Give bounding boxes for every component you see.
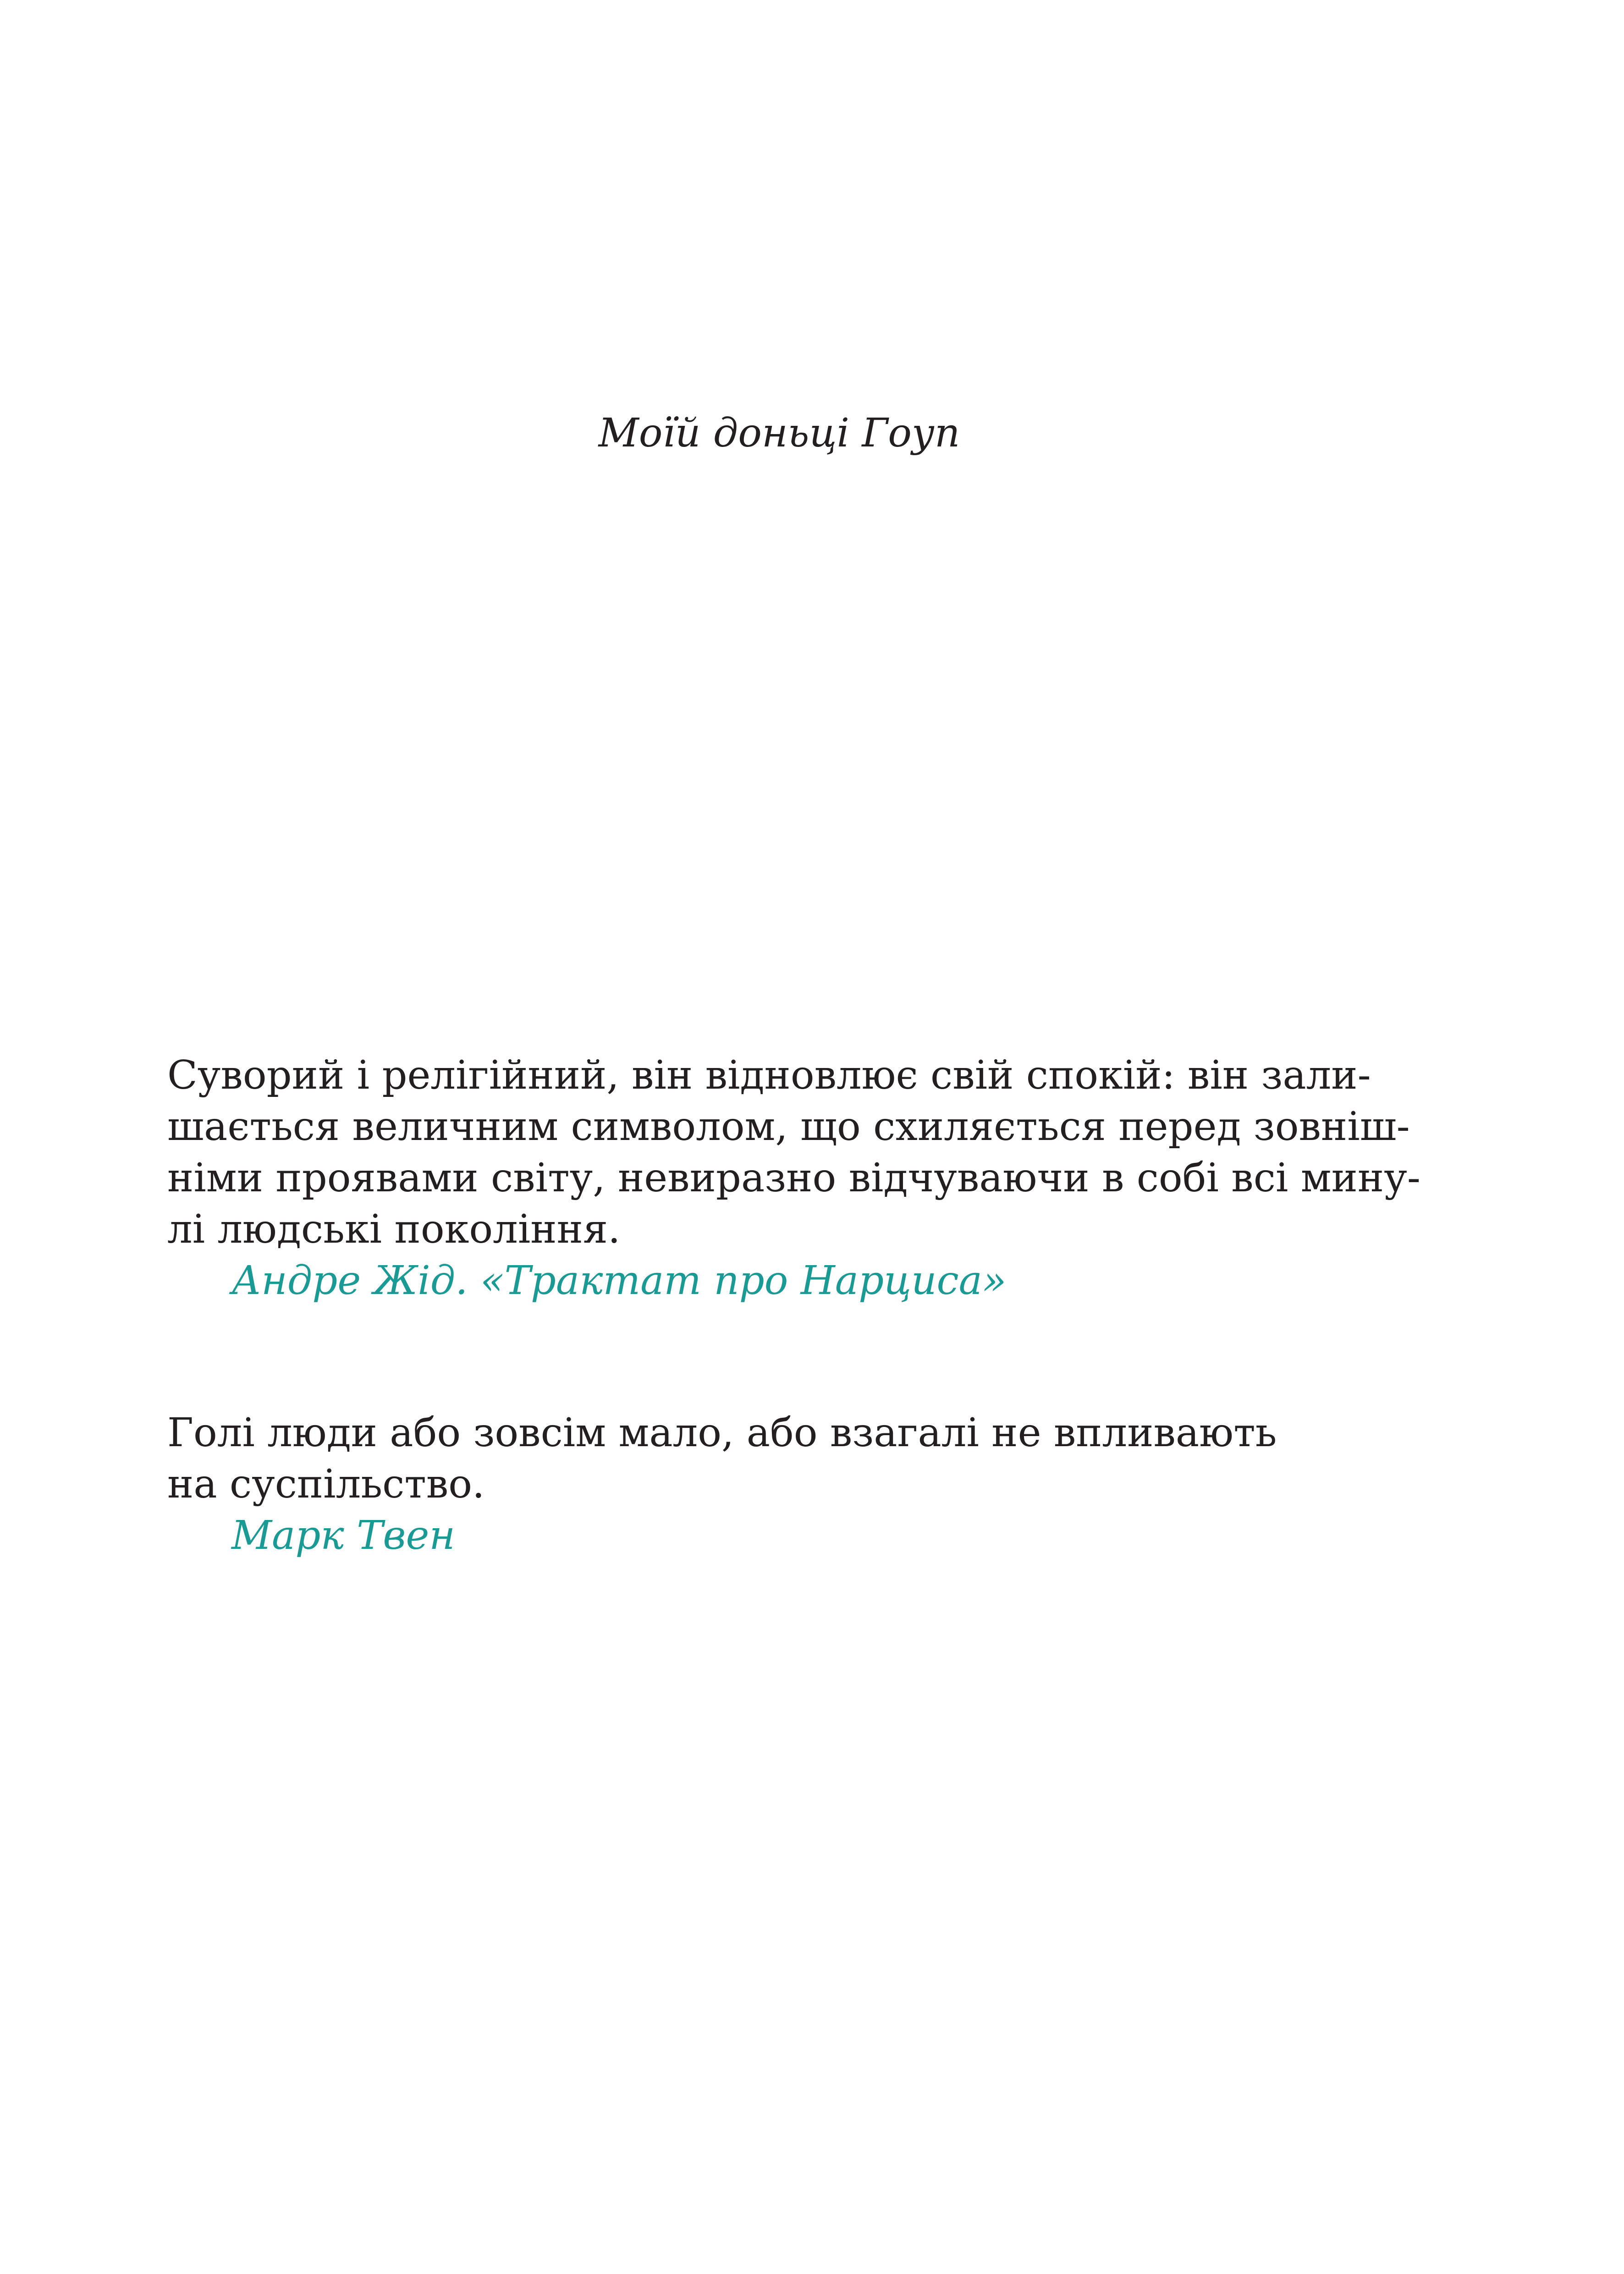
dedication: Моїй доньці Гоуп [598,410,960,456]
epigraph-line: Голі люди або зовсім мало, або взагалі не впливають [167,1410,1277,1456]
epigraph-attribution: Андре Жід. «Трактат про Нарциса» [231,1258,1007,1304]
epigraph-line: лі людські покоління. [167,1206,621,1252]
epigraph-mark-twain [167,1407,1277,1561]
epigraph-line: німи проявами світу, невиразно відчуваючи в собі всі мину- [167,1155,1420,1201]
epigraph-line: шається величним символом, що схиляється перед зовніш- [167,1104,1410,1150]
epigraph-andre-gide [167,1050,1420,1306]
epigraph-attribution: Марк Твен [231,1513,456,1558]
epigraph-line: на суспільство. [167,1461,485,1507]
epigraph-line: Суворий і релігійний, він відновлює свій спокій: він зали- [167,1052,1371,1098]
